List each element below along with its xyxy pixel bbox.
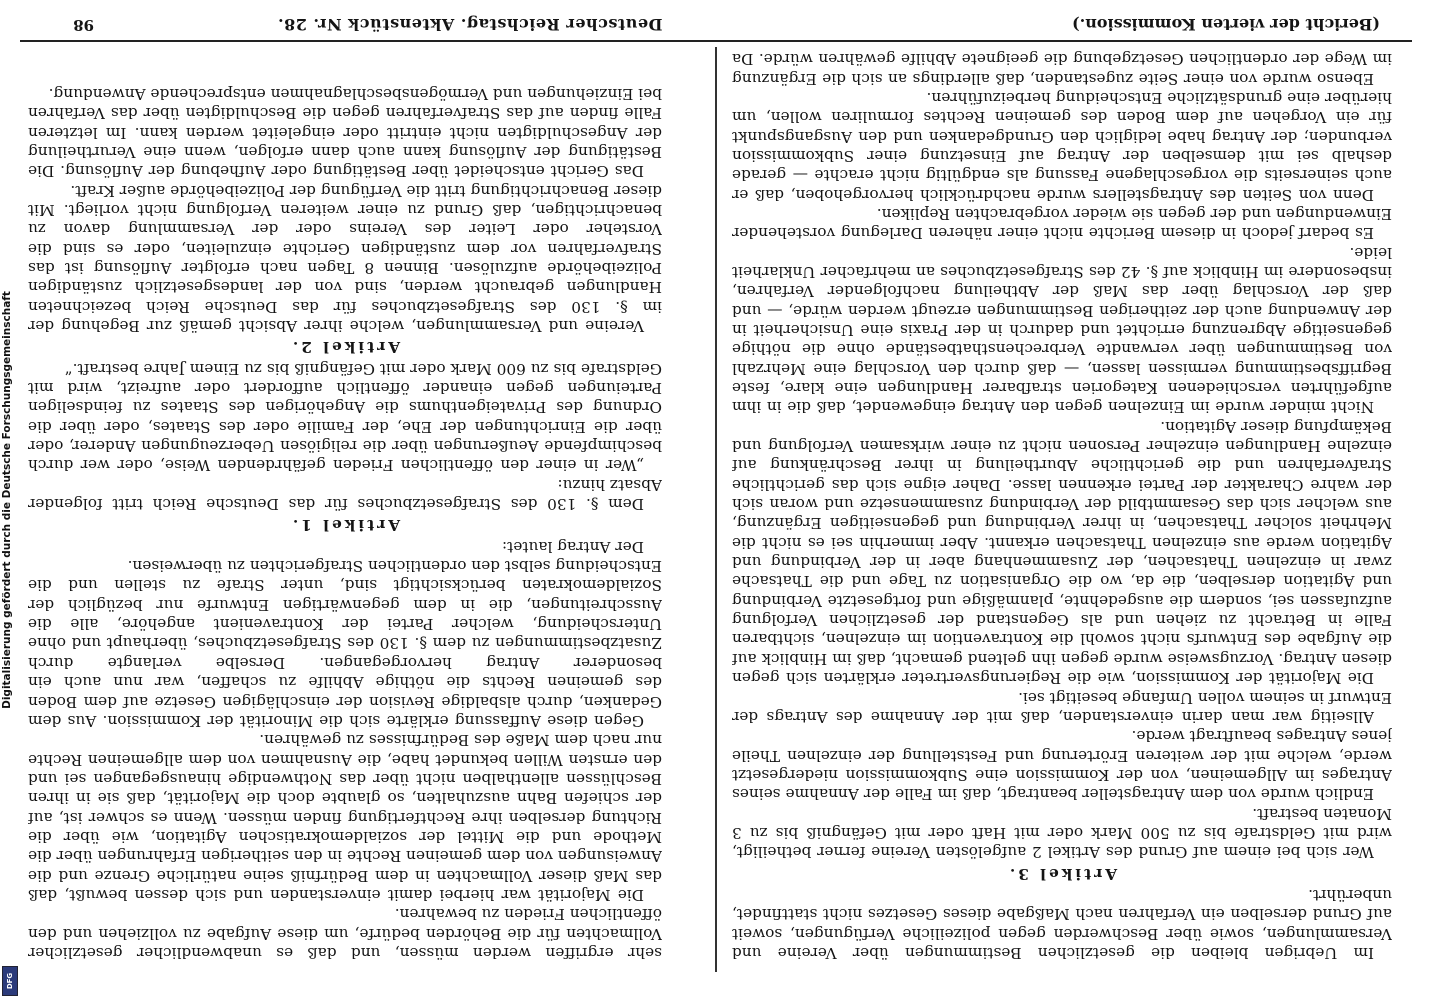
paragraph: Vereine und Versammlungen, welche ihrer Absicht gemäß zur Begehung der im §. 130 des Strafgesetzbuches für das Deutsche Reich bezeichneten Handlungen gebraucht werden, sind von der landesgesetzlich zuständigen Polizeibehörde aufzulösen. Binnen 8 Tagen nach erfolgter Auflösung ist das Strafverfahren vor dem zuständigen Gerichte einzuleiten, oder es sind die Vorsteher oder Leiter des Vereins oder der Versammlung davon zu benachrichtigen, daß Grund zu einer weiteren Verfolgung nicht vorliegt. Mit dieser Benachrichtigung tritt die Verfügung der Polizeibehörde außer Kraft.	[28, 181, 662, 335]
dfg-logo	[2, 966, 18, 996]
paragraph: Dem §. 130 des Strafgesetzbuches für das Deutsche Reich tritt folgender Absatz hinzu:	[28, 475, 662, 514]
paragraph: Die Majorität der Kommission, wie die Regierungsvertreter erklärten sich gegen diesen Antrag. Vorzugsweise wurde gegen ihn geltend gemacht, daß im Hinblick auf die Aufgabe des Entwurfs nicht sowohl die Kontravention im einzelnen, sichtbaren Falle in Betracht zu ziehen und als Gegenstand der gesetzlichen Verfolgung aufzufassen sei, sondern die ausgedehnte, planmäßige und fortgesetzte Verbindung und Agitation derselben, die da, wo die Organisation zu Tage und die Thatsache zwar in einzelnen Thatsachen, der Zusammenhang aber in der Verbindung und Agitation werde aus einzelnen Thatsachen erkannt. Aber immerhin sei es nicht die Mehrheit solcher Thatsachen, in ihrer Verbindung und gegenseitigen Ergänzung, aus welcher sich das Gesammtbild der Verbindung zusammensetze und woran sich der wahre Charakter der Partei erkennen lasse. Daher eigne sich das gerichtliche Strafverfahren und die gerichtliche Aburtheilung in ihrer Beschränkung auf einzelne Handlungen einzelner Personen nicht zu einer wirksamen Verfolgung und Bekämpfung dieser Agitation.	[732, 417, 1392, 688]
article-heading: Artikel 2.	[289, 338, 401, 357]
paragraph: Das Gericht entscheidet über Bestätigung oder Aufhebung der Auflösung. Die Bestätigung der Auflösung kann auch dann erfolgen, wenn eine Verurtheilung der Angeschuldigten nicht eintritt oder eingeleitet werden kann. Im letzteren Falle finden auf das Strafverfahren gegen die Beschuldigten über das Verfahren bei Einziehungen und Vermögensbeschlagnahmen entsprechende Anwendung.	[28, 84, 662, 181]
text-column-first	[28, 50, 662, 962]
paragraph: Gegen diese Auffassung erklärte sich die Minorität der Kommission. Aus dem Gedanken, durch alsbaldige Revision der einschlägigen Gesetze auf dem Boden des gemeinen Rechts die nöthige Abhilfe zu schaffen, war nun auch ein besonderer Antrag hervorgegangen. Derselbe verlangte durch Zusatzbestimmungen zu dem §. 130 des Strafgesetzbuches, überhaupt und ohne Unterscheidung, welcher Partei der Kontravenient angehöre, alle die Ausschreitungen, die in dem gegenwärtigen Entwurfe nur bezüglich der Sozialdemokraten berücksichtigt sind, unter Strafe zu stellen und die Entscheidung selbst den ordentlichen Strafgerichten zu überweisen.	[28, 557, 662, 730]
header-rule	[20, 40, 1412, 42]
dfg-logo-text: DFG	[6, 972, 14, 990]
paragraph: Im Uebrigen bleiben die gesetzlichen Bestimmungen über Vereine und Versammlungen, sowie über Beschwerden gegen polizeiliche Verfügungen, soweit auf Grund derselben ein Verfahren nach Maßgabe dieses Gesetzes nicht stattfindet, unberührt.	[732, 885, 1392, 962]
paragraph: Der Antrag lautet:	[502, 537, 644, 556]
paragraph: Denn von Seiten des Antragstellers wurde nachdrücklich hervorgehoben, daß er auch seinerseits die vorgeschlagene Fassung als endgültig nicht erachte — gerade deshalb sei mit demselben der Antrag auf Einsetzung einer Subkommission verbunden; der Antrag habe lediglich den Grundgedanken und den Ausgangspunkt für ein Vorgehen auf dem Boden des gemeinen Rechtes formuliren wollen, um hierüber eine grundsätzliche Entscheidung herbeizuführen.	[732, 88, 1392, 204]
digitization-credit	[0, 0, 18, 1000]
paragraph: Nicht minder wurde im Einzelnen gegen den Antrag eingewendet, daß die in ihm aufgeführten verschiedenen Kategorien strafbarer Handlungen eine klare, feste Begriffsbestimmung vermissen lassen, — daß durch den Vorschlag eine Mehrzahl von Bestimmungen über verwandte Verbrechensthatbestände ohne die nöthige gegenseitige Abgrenzung errichtet und dadurch in der Praxis eine Unsicherheit in der Anwendung auch der zeitherigen Bestimmungen erzeugt werden würde, — und daß der Vorschlag über das Maß der Abtheilung nachfolgender Verfahren, insbesondere im Hinblick auf §. 42 des Strafgesetzbuches an mehrfacher Unklarheit leide.	[732, 243, 1392, 417]
column-divider	[715, 47, 717, 972]
page-header-title: Deutscher Reichstag. Aktenstück Nr. 28.	[277, 15, 663, 34]
paragraph: Endlich wurde von dem Antragsteller beantragt, daß im Falle der Annahme seines Antrages im Allgemeinen, von der Kommission eine Subkommission niedergesetzt werde, welche mit der weiteren Erörterung und Feststellung der einzelnen Theile jenes Antrages beauftragt werde.	[732, 727, 1392, 804]
quoted-paragraph: „Wer in einer den öffentlichen Frieden gefährdenden Weise, oder wer durch beschimpfende Aeußerungen über die religiösen Ueberzeugungen Anderer, oder über die Einrichtungen der Ehe, der Familie oder des Staates, oder über die Ordnung des Privateigenthums die Angehörigen des Staates zu feindseligen Parteiungen gegen einander öffentlich auffordert oder aufreizt, wird mit Geldstrafe bis zu 600 Mark oder mit Gefängniß bis zu Einem Jahre bestraft.“	[28, 359, 662, 475]
text-column-second	[732, 50, 1392, 962]
article-heading: Artikel 3.	[1006, 864, 1118, 883]
article-heading: Artikel 1.	[289, 516, 401, 535]
page-header-subtitle: (Bericht der vierten Kommission.)	[1072, 15, 1380, 34]
paragraph: Es bedarf jedoch in diesem Berichte nicht einer näheren Darlegung vorstehender Einwendungen und der gegen sie wieder vorgebrachten Repliken.	[732, 204, 1392, 243]
credit-text: Digitalisierung gefördert durch die Deutsche Forschungsgemeinschaft	[1, 291, 13, 709]
paragraph: Wer sich bei einem auf Grund des Artikel 2 aufgelösten Vereine ferner betheiligt, wird mit Geldstrafe bis zu 500 Mark oder mit Haft oder mit Gefängniß bis zu 3 Monaten bestraft.	[732, 804, 1392, 862]
paragraph: sehr ergriffen werden müssen, und daß es unabwendlicher gesetzlicher Vollmachten für die Behörden bedürfe, um diese Aufgabe zu vollziehen und den öffentlichen Frieden zu bewahren.	[28, 905, 662, 962]
paragraph: Allseitig war man darin einverstanden, daß mit der Annahme des Antrags der Entwurf in seinem vollen Umfange beseitigt sei.	[732, 688, 1392, 726]
paragraph: Ebenso wurde von einer Seite zugestanden, daß allerdings an sich die Ergänzung im Wege der ordentlichen Gesetzgebung die geeignete Abhilfe gewähren würde. Da	[732, 50, 1392, 88]
paragraph: Die Majorität war hierbei damit einverstanden und sich dessen bewußt, daß das Maß dieser Vollmachten in dem Bedürfniß seine natürliche Grenze und die Anweisungen von dem gemeinen Rechte in den seitherigen Erfahrungen über die Methode und die Mittel der sozialdemokratischen Agitation, wie über die Richtung derselben ihre Rechtfertigung finden müssen. Wenn es schwer ist, auf der schiefen Bahn auszuhalten, so glaubte doch die Majorität, daß sie in ihren Beschlüssen allenthalben nicht über das Nothwendige hinausgegangen sei und den ernsten Willen bekundet habe, die Ausnahmen von dem allgemeinen Rechte nur nach dem Maße des Bedürfnisses zu gewähren.	[28, 731, 662, 904]
page-number: 98	[73, 16, 94, 34]
